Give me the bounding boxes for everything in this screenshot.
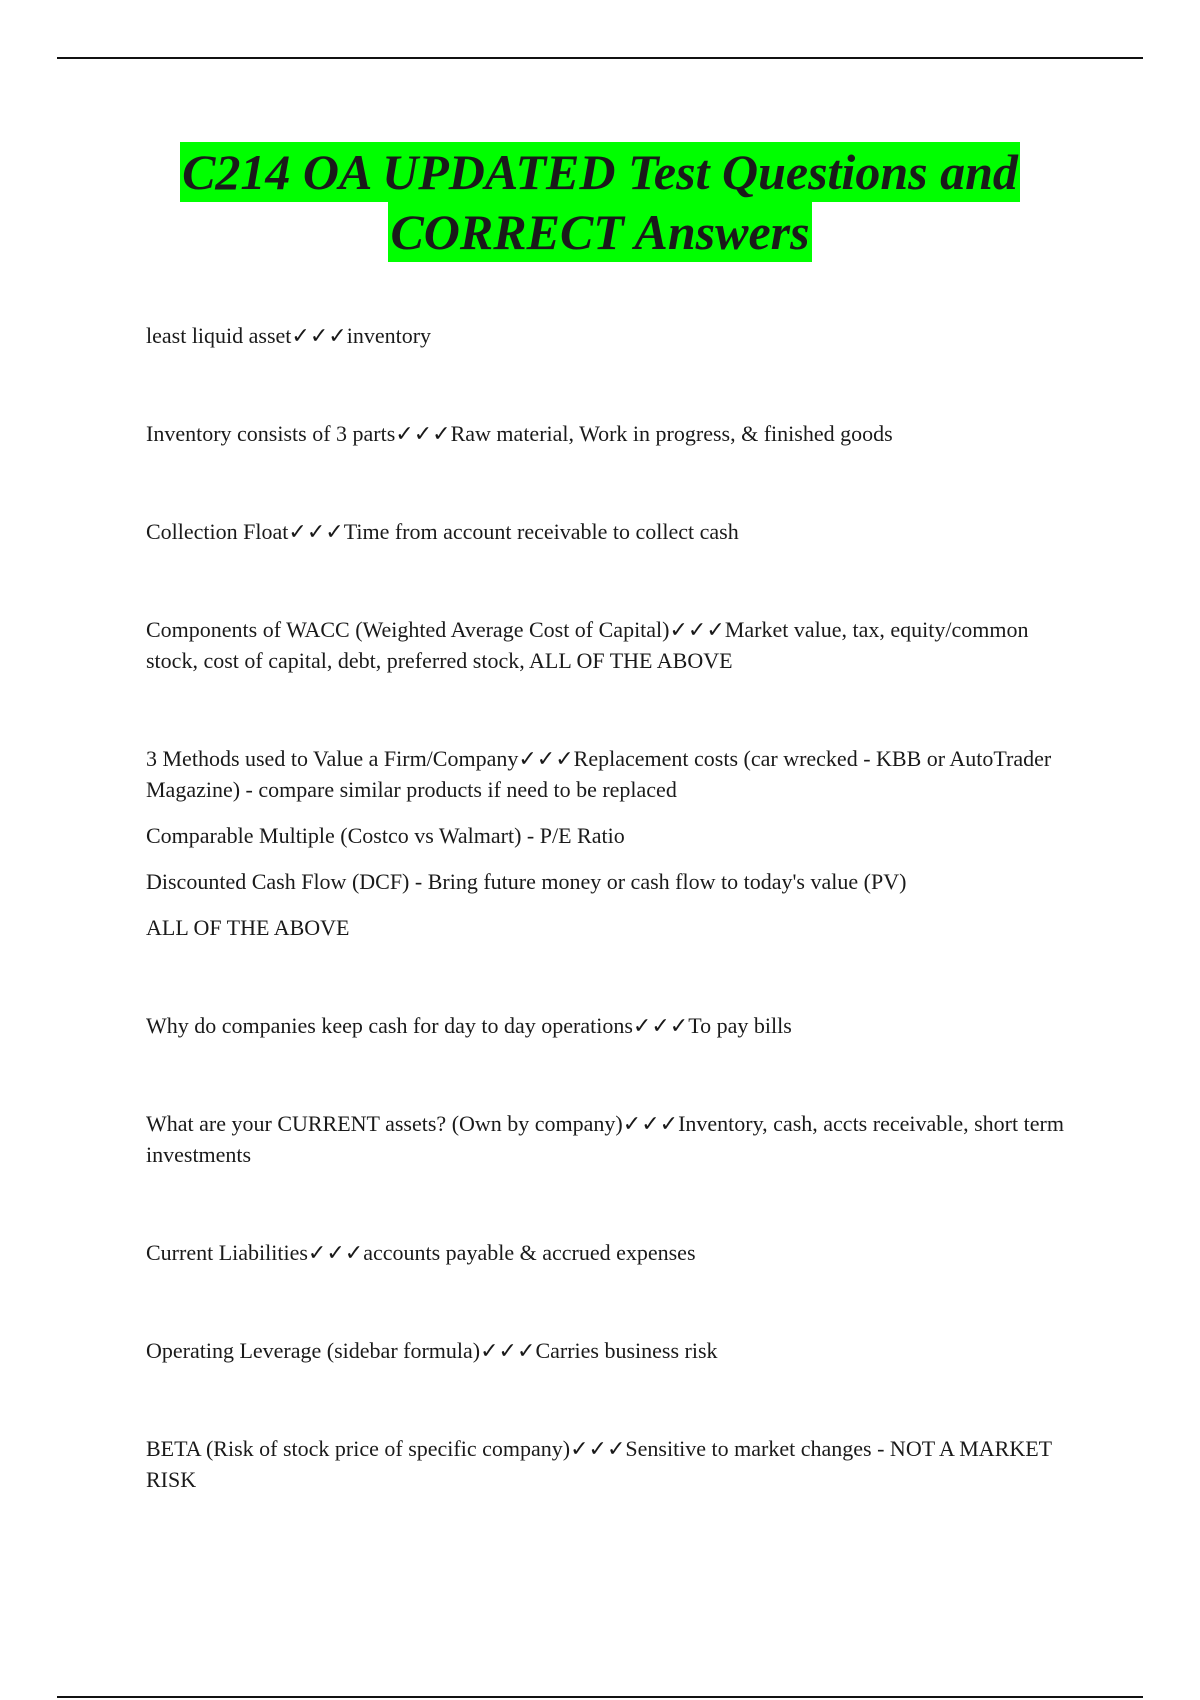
qa-paragraph [146, 418, 1076, 449]
answer-extra-line: Discounted Cash Flow (DCF) - Bring future money or cash flow to today's value (PV) [146, 869, 907, 894]
qa-list [146, 320, 1076, 1495]
answer-text: Market value, tax, equity/common stock, cost of capital, debt, preferred stock, ALL OF THE ABOVE [146, 617, 1029, 673]
qa-item [146, 743, 1076, 943]
checkmarks-icon: ✓✓✓ [480, 1338, 536, 1363]
question-text: Current Liabilities [146, 1240, 308, 1265]
checkmarks-icon: ✓✓✓ [288, 519, 344, 544]
question-text: Components of WACC (Weighted Average Cost of Capital) [146, 617, 670, 642]
qa-paragraph [146, 1010, 1076, 1041]
checkmarks-icon: ✓✓✓ [669, 617, 725, 642]
question-text: Operating Leverage (sidebar formula) [146, 1338, 481, 1363]
qa-paragraph [146, 614, 1076, 676]
answer-text: Time from account receivable to collect cash [343, 519, 739, 544]
qa-item [146, 1433, 1076, 1495]
title-line-2: CORRECT Answers [390, 204, 810, 260]
checkmarks-icon: ✓✓✓ [622, 1111, 679, 1136]
answer-text: accounts payable & accrued expenses [363, 1240, 696, 1265]
qa-paragraph [146, 1433, 1076, 1495]
qa-item [146, 1237, 1076, 1268]
answer-text: Replacement costs (car wrecked - KBB or AutoTrader Magazine) - compare similar products if need to be replaced [146, 746, 1052, 802]
qa-item [146, 418, 1076, 449]
bottom-rule [57, 1696, 1143, 1698]
top-rule [57, 57, 1143, 59]
question-text: least liquid asset [146, 323, 292, 348]
qa-paragraph [146, 1335, 1076, 1366]
checkmarks-icon: ✓✓✓ [518, 746, 574, 771]
qa-item [146, 614, 1076, 676]
question-text: Inventory consists of 3 parts [146, 421, 396, 446]
checkmarks-icon: ✓✓✓ [632, 1013, 689, 1038]
qa-item [146, 1010, 1076, 1041]
answer-text: Sensitive to market changes - NOT A MARKET RISK [146, 1436, 1052, 1492]
checkmarks-icon: ✓✓✓ [570, 1436, 626, 1461]
qa-paragraph [146, 743, 1076, 805]
qa-paragraph [146, 516, 1076, 547]
qa-paragraph [146, 1108, 1076, 1170]
qa-paragraph [146, 1237, 1076, 1268]
answer-text: Carries business risk [535, 1338, 718, 1363]
question-text: Collection Float [146, 519, 289, 544]
answer-text: Inventory, cash, accts receivable, short term investments [146, 1111, 1064, 1167]
question-text: What are your CURRENT assets? (Own by company) [146, 1111, 623, 1136]
document-title [60, 142, 1140, 262]
qa-item [146, 1335, 1076, 1366]
answer-text: inventory [346, 323, 432, 348]
question-text: 3 Methods used to Value a Firm/Company [146, 746, 519, 771]
checkmarks-icon: ✓✓✓ [291, 323, 347, 348]
answer-text: To pay bills [688, 1013, 792, 1038]
qa-item [146, 516, 1076, 547]
answer-extra-line: ALL OF THE ABOVE [146, 915, 350, 940]
answer-text: Raw material, Work in progress, & finished goods [450, 421, 893, 446]
checkmarks-icon: ✓✓✓ [395, 421, 451, 446]
checkmarks-icon: ✓✓✓ [307, 1240, 364, 1265]
qa-item [146, 1108, 1076, 1170]
question-text: BETA (Risk of stock price of specific company) [146, 1436, 571, 1461]
qa-item [146, 320, 1076, 351]
title-line-1: C214 OA UPDATED Test Questions and [182, 144, 1018, 200]
answer-extra-line: Comparable Multiple (Costco vs Walmart) - P/E Ratio [146, 823, 625, 848]
qa-paragraph [146, 320, 1076, 351]
question-text: Why do companies keep cash for day to day operations [146, 1013, 633, 1038]
